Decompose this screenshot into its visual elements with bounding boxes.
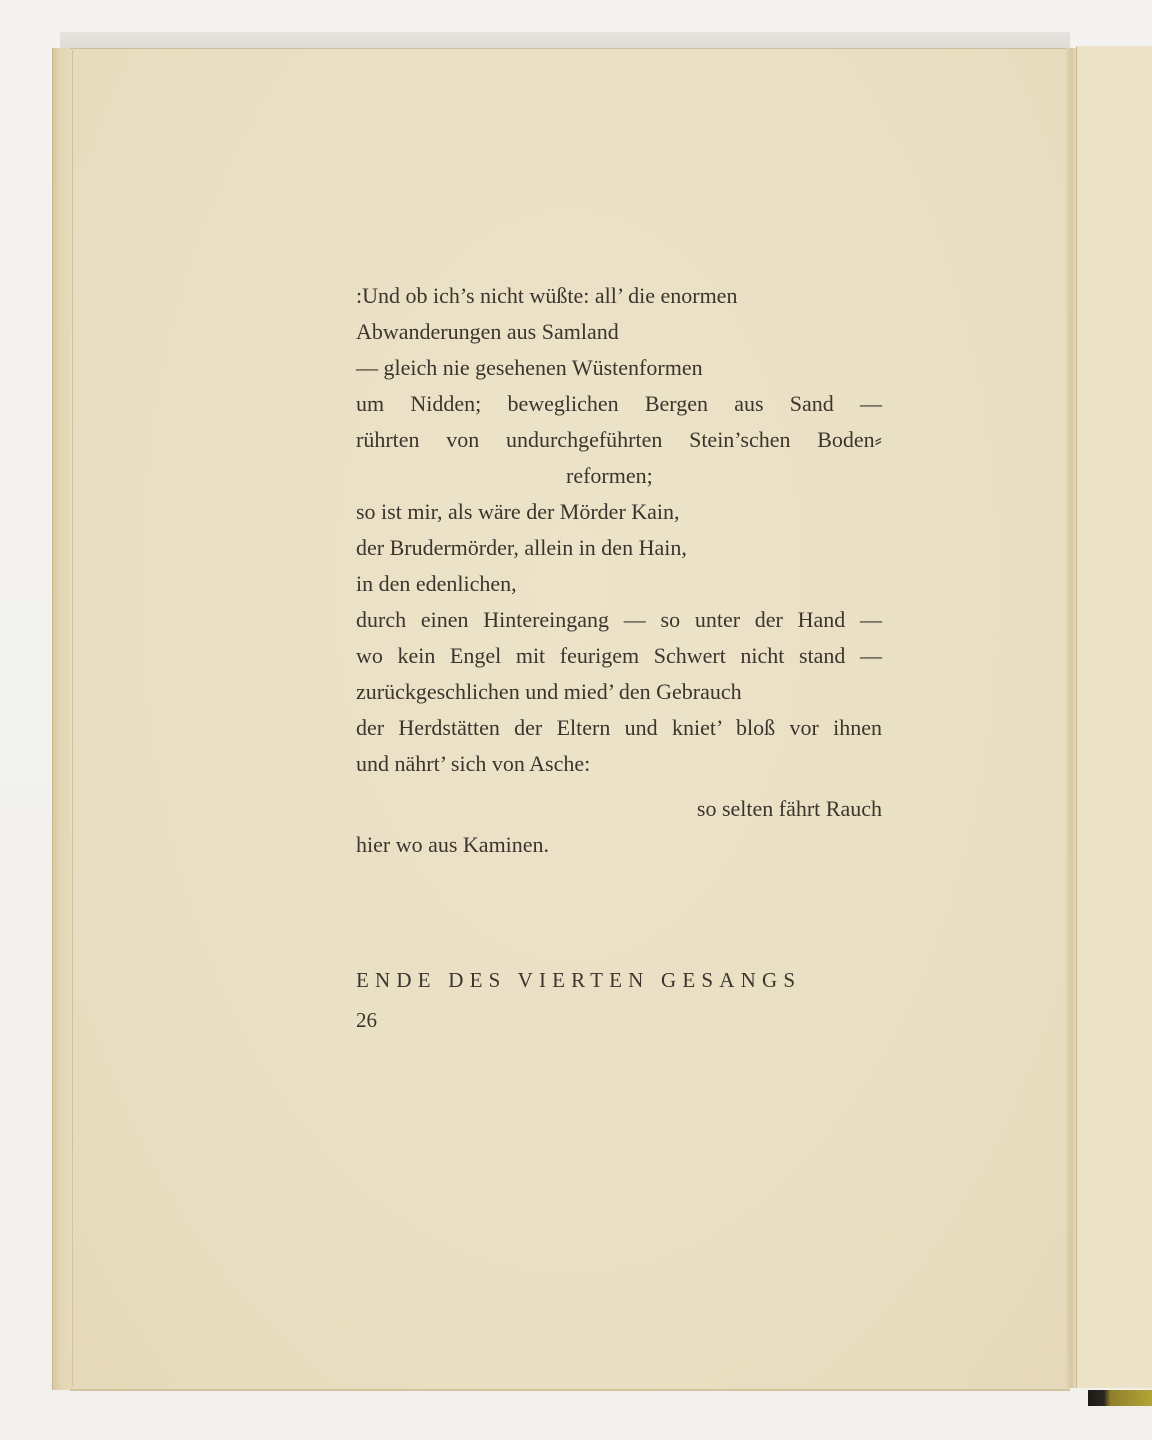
poem-line: zurückgeschlichen und mied’ den Gebrauch: [356, 679, 742, 704]
poem-line: hier wo aus Kaminen.: [356, 832, 550, 857]
chapter-ending-heading: ENDE DES VIERTEN GESANGS: [356, 968, 802, 992]
cover-edge: [1088, 1390, 1152, 1406]
poem-line: Abwanderungen aus Samland: [356, 319, 619, 344]
poem-line-right: so selten fährt Rauch: [696, 796, 882, 821]
book-gutter: [1066, 48, 1076, 1388]
page-number: 26: [356, 1008, 377, 1032]
deckle-edge-line: [72, 50, 73, 1386]
poem-line: rührten von undurchgeführten Stein’schen Boden⸗: [356, 427, 882, 452]
poem-line: um Nidden; beweglichen Bergen aus Sand —: [356, 391, 882, 416]
poem-line: wo kein Engel mit feurigem Schwert nicht stand —: [356, 643, 882, 668]
poem-line: der Herdstätten der Eltern und kniet’ bloß vor ihnen: [356, 715, 882, 740]
poem-line: — gleich nie gesehenen Wüstenformen: [356, 355, 703, 380]
facing-page-edge: [1076, 46, 1152, 1388]
poem-line: der Brudermörder, allein in den Hain,: [356, 535, 687, 560]
poem-line: :Und ob ich’s nicht wüßte: all’ die enormen: [356, 283, 738, 308]
poem-text: [356, 278, 882, 863]
poem-line: und nährt’ sich von Asche:: [356, 751, 591, 776]
poem-line: so ist mir, als wäre der Mörder Kain,: [356, 499, 680, 524]
poem-line: in den edenlichen,: [356, 571, 517, 596]
poem-line-continuation: reformen;: [566, 463, 653, 488]
poem-line: durch einen Hintereingang — so unter der Hand —: [356, 607, 882, 632]
